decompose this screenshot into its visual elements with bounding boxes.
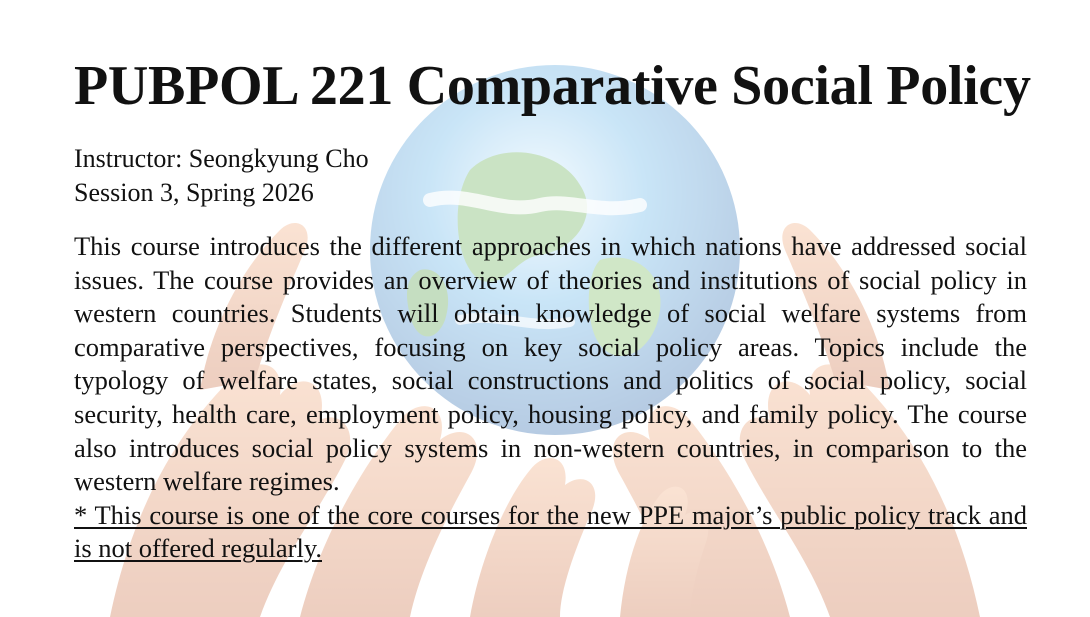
instructor-line: Instructor: Seongkyung Cho: [74, 144, 369, 173]
page-title: PUBPOL 221 Comparative Social Policy: [74, 55, 1031, 117]
course-note: * This course is one of the core courses for the new PPE major’s public policy track and is not offered regularly.: [74, 499, 1027, 563]
session-line: Session 3, Spring 2026: [74, 178, 314, 207]
course-description: This course introduces the different approaches in which nations have addressed social issues. The course provides an overview of theories and institutions of social policy in western countries. Students will obtain knowledge of social welfare systems from comparative perspectives, focusing on key social policy areas. Topics include the typology of welfare states, social constructions and politics of social policy, social security, health care, employment policy, housing policy, and family policy. The course also introduces social policy systems in non-western countries, in comparison to the western welfare regimes.: [74, 231, 1027, 497]
slide-content: [74, 52, 1031, 565]
course-meta: [74, 142, 1027, 210]
